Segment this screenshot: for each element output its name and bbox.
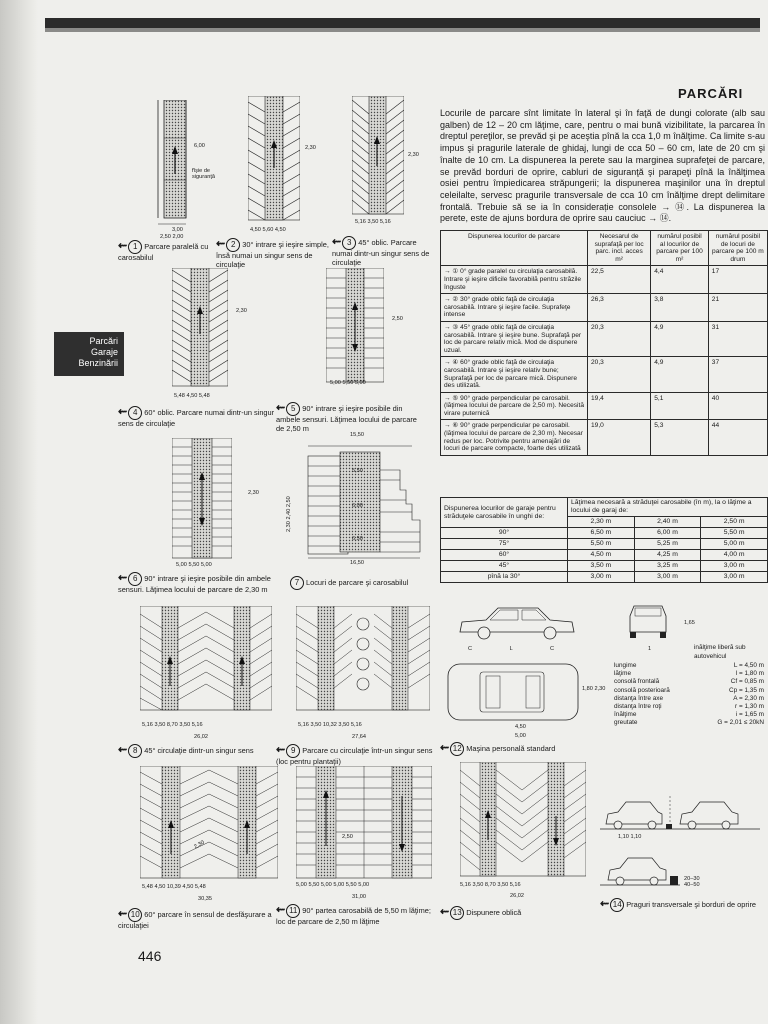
table-header-cell: numărul posibil de locuri de parcare pe 100 m drum <box>708 231 767 266</box>
table-cell: 20,3 <box>588 357 651 392</box>
figure-12-car-plan-view <box>446 662 586 724</box>
table-cell: 20,3 <box>588 321 651 356</box>
figure-5-dim-bottom: 5,00 5,50 5,00 <box>330 380 366 386</box>
figure-10-dim-mid: 2,30 <box>193 839 206 851</box>
table-header-cell: 2,30 m <box>568 517 635 528</box>
arrow-mark-icon: ⇜ <box>276 743 286 756</box>
spec-row: lungime L = 4,50 m <box>614 662 764 669</box>
table-cell: 3,50 m <box>568 561 635 572</box>
figure-number: 3 <box>342 236 356 250</box>
arrow-mark-icon: ⇜ <box>216 237 226 250</box>
table-cell: pînă la 30° <box>441 572 568 583</box>
figure-9-drawing <box>296 606 430 714</box>
table-cell: 5,1 <box>651 392 709 420</box>
spec-row: distanţa între axe A = 2,30 m <box>614 694 764 702</box>
figure-3-drawing <box>352 96 404 218</box>
header-rule <box>45 18 760 28</box>
table-header-row <box>441 498 768 517</box>
figure-12-car-front-view <box>626 602 670 642</box>
figure-3-dim-bottom: 5,16 3,50 5,16 <box>355 219 391 225</box>
side-tab-line-2: Garaje <box>90 347 118 357</box>
figure-13-caption <box>440 906 560 920</box>
figure-caption-text: 60° oblic. Parcare numai dintr-un singur sens de circulaţie <box>118 407 275 428</box>
table-row <box>441 266 768 294</box>
figure-4-dim-bottom: 5,48 4,50 5,48 <box>174 393 210 399</box>
figure-8-drawing <box>140 606 272 714</box>
figure-number: 9 <box>286 744 300 758</box>
table-row <box>441 321 768 356</box>
side-tab-line-3: Benzinării <box>78 358 118 368</box>
spec-row: consolă posterioară Cp = 1,35 m <box>614 686 764 694</box>
figure-caption-text: Maşina personală standard <box>466 743 556 753</box>
arrow-mark-icon: ⇜ <box>118 405 128 418</box>
figure-9-dim-bottom: 5,16 3,50 10,32 3,50 5,16 <box>298 722 362 728</box>
spec-row: înălţime i = 1,65 m <box>614 711 764 719</box>
table-row <box>441 528 768 539</box>
table-cell: 4,50 m <box>568 550 635 561</box>
figure-number: 8 <box>128 744 142 758</box>
figure-6-drawing <box>172 438 232 562</box>
figure-caption-text: 45° circulaţie dintr-un singur sens <box>144 745 254 755</box>
table-cell: → ② 30° grade oblic faţă de circulaţia carosabilă. Intrare şi ieşire facile. Suprafeţe intense <box>441 294 588 322</box>
arrow-mark-icon: ⇜ <box>440 741 450 754</box>
table-header-cell: numărul posibil al locurilor de parcare per 100 m² <box>651 231 709 266</box>
figure-2-dim-side: 2,30 <box>305 145 316 151</box>
figure-11-drawing <box>296 766 432 880</box>
figure-12-dim-length: 4,50 <box>515 724 526 730</box>
figure-7-dim-top: 15,50 <box>350 432 364 438</box>
figure-5-caption <box>276 402 422 433</box>
figure-11-dim-mid: 2,50 <box>342 834 353 840</box>
table-cell: 4,4 <box>651 266 709 294</box>
figure-4-drawing <box>172 268 228 390</box>
figure-14-drawing <box>600 796 764 896</box>
figure-10-dim-bottom: 5,48 4,50 10,39 4,50 5,48 <box>142 884 206 890</box>
figure-caption-text: Parcare cu circulaţie într-un singur sens (loc pentru plantaţii) <box>276 745 433 766</box>
figure-number: 5 <box>286 402 300 416</box>
table-row <box>441 572 768 583</box>
table-cell: 44 <box>708 420 767 455</box>
figure-1-dim-mid: 3,00 <box>172 227 183 233</box>
figure-5-drawing <box>326 268 384 386</box>
figure-caption-text: 90° intrare şi ieşire posibile din ambele sensuri. Lăţimea locului de parcare de 2,50 m <box>276 403 417 433</box>
table-cell: 26,3 <box>588 294 651 322</box>
figure-caption-text: 45° oblic. Parcare numai dintr-un singur sens de circulaţie <box>332 237 430 267</box>
figure-1-dim-bottom: 2,50 2,00 <box>160 234 184 240</box>
figure-10-caption <box>118 908 288 931</box>
table-cell: 3,00 m <box>634 572 701 583</box>
arrow-mark-icon: ⇜ <box>118 239 128 252</box>
table-cell: 60° <box>441 550 568 561</box>
figure-2-caption <box>216 238 332 269</box>
figure-7-dim-bottom: 16,50 <box>350 560 364 566</box>
figure-14-dim-h: 20–30 40–50 <box>684 876 700 888</box>
table-cell: → ① 0° grade paralel cu circulaţia carosabilă. Intrare şi ieşire dificile favorabilă pentru străzile înguste <box>441 266 588 294</box>
figure-3-caption <box>332 236 438 267</box>
table-header-cell: Dispunerea locurilor de parcare <box>441 231 588 266</box>
table-header-cell: Lăţimea necesară a străduţei carosabile (în m), la o lăţime a locului de garaj de: <box>568 498 768 517</box>
table-cell: 75° <box>441 539 568 550</box>
figure-12-clearance-label: inălţime liberă sub autovehicul <box>694 644 746 660</box>
table-cell: 19,0 <box>588 420 651 455</box>
figure-11-caption <box>276 904 436 927</box>
figure-13-drawing <box>460 762 586 880</box>
figure-12-car-side-view <box>456 604 578 642</box>
side-tab-line-1: Parcări <box>89 336 118 346</box>
table-row <box>441 357 768 392</box>
table-cell: 4,9 <box>651 321 709 356</box>
figure-14-caption <box>600 898 760 912</box>
figure-6-dim-side: 2,30 <box>248 490 259 496</box>
figure-12-dim-h: 1,80 2,30 <box>582 686 606 692</box>
arrow-mark-icon: ⇜ <box>600 897 610 910</box>
table-row <box>441 561 768 572</box>
table-cell: 19,4 <box>588 392 651 420</box>
figure-11-dim-total: 31,00 <box>352 894 366 900</box>
figure-number: 6 <box>128 572 142 586</box>
figure-number: 1 <box>128 240 142 254</box>
table-row <box>441 550 768 561</box>
table-row <box>441 294 768 322</box>
table-cell: 3,00 m <box>701 572 768 583</box>
table-header-cell: Necesarul de suprafaţă per loc parc. incl. acces m² <box>588 231 651 266</box>
table-header-row <box>441 231 768 266</box>
arrow-mark-icon: ⇜ <box>118 571 128 584</box>
table-header-cell: 2,50 m <box>701 517 768 528</box>
figure-1-label: fîşie de siguranţă <box>192 168 216 180</box>
figure-12-caption <box>440 742 590 756</box>
figure-1-drawing <box>150 100 210 232</box>
figure-number: 14 <box>610 898 624 912</box>
table-cell: → ③ 45° grade oblic faţă de circulaţia carosabilă. Intrare şi ieşire bune. Suprafaţă per loc de parcare relativ mică. Mod de dispunere uzual. <box>441 321 588 356</box>
figure-10-drawing <box>140 766 278 880</box>
car-spec-list <box>614 662 764 728</box>
figure-12-dim-side: 1,65 <box>684 620 695 626</box>
figure-number: 12 <box>450 742 464 756</box>
figure-number: 11 <box>286 904 300 918</box>
table-cell: 90° <box>441 528 568 539</box>
figure-4-caption <box>118 406 278 429</box>
page-binding-shadow <box>0 0 38 1024</box>
figure-4-dim-side: 2,30 <box>236 308 247 314</box>
table-cell: 5,00 m <box>701 539 768 550</box>
table-cell: 45° <box>441 561 568 572</box>
figure-caption-text: Dispunere oblică <box>466 907 522 917</box>
figure-9-dim-total: 27,64 <box>352 734 366 740</box>
header-rule-thin <box>45 28 760 32</box>
figure-2-drawing <box>248 96 300 226</box>
figure-7-val-2: 6,00 <box>352 503 363 509</box>
garage-lane-width-table <box>440 497 768 583</box>
spec-row: consolă frontală Cf = 0,85 m <box>614 678 764 686</box>
figure-12-dim-top: C L C <box>468 646 573 652</box>
arrow-mark-icon: ⇜ <box>118 907 128 920</box>
table-cell: → ⑥ 90° grade perpendicular pe carosabil. (lăţimea locului de parcare de 2,30 m). Necesar redus per loc. Potrivite pentru amenajări de locuri de parcare compacte, foarte des utilizată <box>441 420 588 455</box>
figure-2-dim-bottom: 4,50 5,60 4,50 <box>250 227 286 233</box>
table-cell: 40 <box>708 392 767 420</box>
figure-8-dim-bottom: 5,16 3,50 8,70 3,50 5,16 <box>142 722 203 728</box>
figure-11-dim-bottom: 5,00 5,50 5,00 5,00 5,50 5,00 <box>296 882 370 888</box>
figure-number: 2 <box>226 238 240 252</box>
table-cell: → ⑤ 90° grade perpendicular pe carosabil. (lăţimea locului de parcare de 2,50 m). Necesită virare puternică <box>441 392 588 420</box>
figure-12-dim-total: 5,00 <box>515 733 526 739</box>
figure-6-caption <box>118 572 284 595</box>
figure-7-val-1: 5,50 <box>352 468 363 474</box>
figure-8-caption <box>118 744 288 758</box>
table-header-cell: Dispunerea locurilor de garaje pentru străduţele carosabile în unghi de: <box>441 498 568 528</box>
figure-caption-text: Parcare paralelă cu carosabilul <box>118 241 209 262</box>
figure-caption-text: Locuri de parcare şi carosabilul <box>306 577 409 587</box>
figure-number: 13 <box>450 906 464 920</box>
figure-6-dim-bottom: 5,00 5,50 5,00 <box>176 562 212 568</box>
table-cell: 4,9 <box>651 357 709 392</box>
table-cell: 5,50 m <box>701 528 768 539</box>
table-cell: 4,25 m <box>634 550 701 561</box>
table-row <box>441 539 768 550</box>
figure-13-dim-total: 26,02 <box>510 893 524 899</box>
figure-number: 4 <box>128 406 142 420</box>
table-cell: 3,8 <box>651 294 709 322</box>
figure-1-dim-top: 6,00 <box>194 143 205 149</box>
table-cell: 31 <box>708 321 767 356</box>
table-row <box>441 420 768 455</box>
figure-10-dim-total: 30,35 <box>198 896 212 902</box>
spec-row: lăţime l = 1,80 m <box>614 670 764 678</box>
figure-number: 7 <box>290 576 304 590</box>
side-tab <box>54 332 124 376</box>
table-cell: 3,00 m <box>701 561 768 572</box>
table-cell: 3,00 m <box>568 572 635 583</box>
table-cell: → ④ 60° grade oblic faţă de circulaţia carosabilă. Intrare şi ieşire relativ bune; Suprafaţă per loc de parcare mică. Dispunere des utilizată. <box>441 357 588 392</box>
arrow-mark-icon: ⇜ <box>332 235 342 248</box>
figure-8-dim-total: 26,02 <box>194 734 208 740</box>
figure-caption-text: 90° intrare şi ieşire posibile din ambele sensuri. Lăţimea locului de parcare de 2,30 m <box>118 573 271 594</box>
figure-caption-text: 60° parcare în sensul de desfăşurare a circulaţiei <box>118 909 272 930</box>
figure-caption-text: 30° intrare şi ieşire simple, însă numai un singur sens de circulaţie <box>216 239 329 269</box>
table-cell: 5,50 m <box>568 539 635 550</box>
table-cell: 37 <box>708 357 767 392</box>
parking-arrangement-table <box>440 230 768 456</box>
arrow-mark-icon: ⇜ <box>276 401 286 414</box>
arrow-mark-icon: ⇜ <box>440 905 450 918</box>
figure-7-drawing <box>300 440 428 564</box>
table-cell: 4,00 m <box>701 550 768 561</box>
table-cell: 6,50 m <box>568 528 635 539</box>
figure-7-val-3: 6,50 <box>352 536 363 542</box>
intro-paragraph: Locurile de parcare sînt limitate în lateral şi în faţă de dungi colorate (alb sau galben) de 12 – 20 cm lăţime, care, pentru o mai bună vizibilitate, la parcarea în dreptul pereţilor, se prevăd şi pe aceştia pînă la cca 1,0 m înălţime. Ca limite s-au impus şi pragurile laterale de ghidaj, lungi de cca 50 – 60 cm, late de 20 cm şi înalte de 10 cm. La dispunerea la perete sau la marginea suprafeţei de parcare, se prevăd borduri de oprire, cabluri de siguranţă şi parapeţi pînă la înălţimea osiei pentru împiedicarea străpungerii; la dispunerea maşinilor una în dreptul celeilalte, servesc pragurile transversale de cca 10 cm înălţime drept delimitare frontală. Trebuie să se ia în considerație consolele → ⑭. La dispunerea la perete, este de ajuns bordura de oprire sau cauciuc → ⑭. <box>440 108 765 224</box>
table-cell: 22,5 <box>588 266 651 294</box>
figure-12-dim-rt: 1 <box>648 646 652 652</box>
spec-row: distanţa între roţi r = 1,30 m <box>614 703 764 711</box>
figure-caption-text: 90° partea carosabilă de 5,50 m lăţime; loc de parcare de 2,50 m lăţime <box>276 905 431 926</box>
figure-7-dim-side: 2,30 2,40 2,50 <box>286 496 292 532</box>
arrow-mark-icon: ⇜ <box>118 743 128 756</box>
figure-7-caption <box>290 576 440 590</box>
table-row <box>441 392 768 420</box>
figure-14-dim: 1,10 1,10 <box>618 834 642 840</box>
table-cell: 17 <box>708 266 767 294</box>
arrow-mark-icon: ⇜ <box>276 903 286 916</box>
table-cell: 5,25 m <box>634 539 701 550</box>
figure-3-dim-side: 2,30 <box>408 152 419 158</box>
figure-13-dim-bottom: 5,16 3,50 8,70 3,50 5,16 <box>460 882 521 888</box>
figure-5-dim-side: 2,50 <box>392 316 403 322</box>
table-header-cell: 2,40 m <box>634 517 701 528</box>
figure-caption-text: Praguri transversale şi borduri de oprire <box>626 899 757 909</box>
page-number: 446 <box>138 948 162 964</box>
figure-9-caption <box>276 744 436 767</box>
figure-number: 10 <box>128 908 142 922</box>
spec-row: greutate G = 2,01 ≤ 20kN <box>614 719 764 727</box>
table-cell: 3,25 m <box>634 561 701 572</box>
table-cell: 5,3 <box>651 420 709 455</box>
running-title: PARCĂRI <box>678 86 744 101</box>
table-cell: 21 <box>708 294 767 322</box>
table-cell: 6,00 m <box>634 528 701 539</box>
